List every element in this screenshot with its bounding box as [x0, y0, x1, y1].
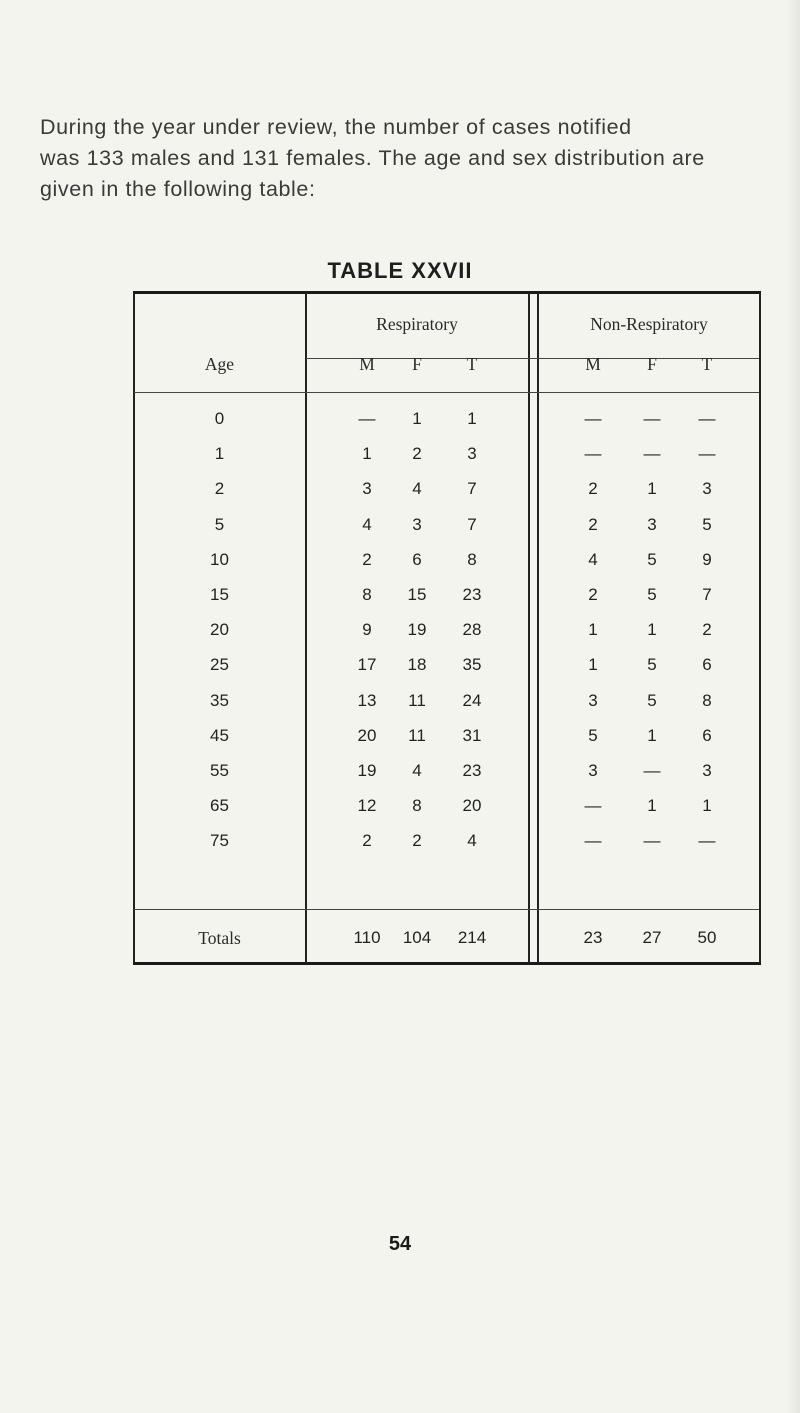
- age-cell: 25: [210, 655, 229, 674]
- age-cell: 20: [210, 620, 229, 639]
- totals-resp-t: 214: [457, 928, 487, 947]
- resp-t-cell: 1: [467, 409, 477, 428]
- age-cell: 0: [214, 409, 225, 428]
- nonresp-m-cell: —: [584, 444, 602, 463]
- totals-nonresp-t: 50: [697, 928, 717, 947]
- resp-m-cell: 2: [362, 550, 372, 569]
- nonresp-f-cell: 5: [647, 585, 657, 604]
- resp-m-cell: 3: [362, 479, 372, 498]
- intro-line-2: was 133 males and 131 females. The age and sex distribution are: [40, 146, 705, 170]
- nonresp-f-cell: —: [643, 444, 661, 463]
- table-top-rule: [133, 291, 761, 294]
- nonresp-f-cell: 3: [647, 515, 657, 534]
- resp-m-cell: 20: [357, 726, 377, 745]
- nonresp-m-cell: —: [584, 409, 602, 428]
- nonresp-t-cell: —: [698, 831, 716, 850]
- respiratory-group-header: Respiratory: [376, 314, 458, 334]
- resp-t-cell: 24: [462, 691, 482, 710]
- resp-t-cell: 3: [467, 444, 477, 463]
- resp-t-cell: 23: [462, 585, 482, 604]
- resp-m-cell: 4: [362, 515, 372, 534]
- resp-f-cell: 15: [407, 585, 427, 604]
- totals-nonresp-f: 27: [642, 928, 662, 947]
- group-divider-right: [537, 293, 539, 963]
- table-bottom-rule: [133, 962, 761, 965]
- resp-m-cell: 8: [362, 585, 372, 604]
- totals-separator: [134, 909, 759, 910]
- resp-f-cell: 8: [412, 796, 422, 815]
- nonresp-m-cell: —: [584, 831, 602, 850]
- resp-f-cell: 3: [412, 515, 422, 534]
- nonresp-t-cell: 3: [702, 761, 712, 780]
- age-cell: 55: [210, 761, 229, 780]
- resp-t-cell: 35: [462, 655, 482, 674]
- nonresp-m-header: M: [585, 354, 601, 374]
- resp-m-cell: 9: [362, 620, 372, 639]
- totals-resp-f: 104: [402, 928, 432, 947]
- totals-resp-m: 110: [353, 928, 381, 947]
- nonresp-f-cell: 5: [647, 655, 657, 674]
- resp-t-cell: 8: [467, 550, 477, 569]
- resp-m-cell: 2: [362, 831, 372, 850]
- nonresp-t-cell: 2: [702, 620, 712, 639]
- resp-f-cell: 2: [412, 444, 422, 463]
- age-cell: 10: [210, 550, 229, 569]
- nonresp-m-cell: 2: [588, 479, 598, 498]
- nonresp-f-cell: 1: [647, 620, 657, 639]
- nonresp-f-cell: —: [643, 409, 661, 428]
- nonresp-f-cell: 1: [647, 796, 657, 815]
- nonresp-f-cell: 1: [647, 726, 657, 745]
- resp-f-cell: 1: [412, 409, 422, 428]
- nonresp-f-cell: 5: [647, 691, 657, 710]
- table-right-border: [759, 293, 761, 963]
- resp-f-cell: 2: [412, 831, 422, 850]
- intro-line-1: During the year under review, the number of cases notified: [40, 115, 632, 139]
- nonresp-m-cell: 2: [588, 515, 598, 534]
- age-cell: 15: [210, 585, 229, 604]
- resp-m-cell: 17: [357, 655, 377, 674]
- age-cell: 1: [214, 444, 225, 463]
- resp-t-cell: 7: [467, 515, 477, 534]
- nonresp-m-cell: 1: [588, 620, 598, 639]
- resp-f-cell: 4: [412, 479, 422, 498]
- nonresp-f-header: F: [647, 354, 657, 374]
- nonresp-m-cell: 3: [588, 761, 598, 780]
- nonresp-t-cell: 6: [702, 655, 712, 674]
- resp-m-cell: 12: [357, 796, 377, 815]
- intro-paragraph: [40, 112, 792, 205]
- page-number: 54: [388, 1233, 412, 1255]
- resp-t-cell: 7: [467, 479, 477, 498]
- resp-t-cell: 28: [462, 620, 482, 639]
- resp-m-header: M: [359, 354, 375, 374]
- resp-t-header: T: [466, 354, 478, 374]
- page-edge-shadow: [786, 0, 800, 1413]
- resp-f-cell: 6: [412, 550, 422, 569]
- nonresp-m-cell: 5: [588, 726, 598, 745]
- age-cell: 35: [210, 691, 229, 710]
- age-cell: 75: [210, 831, 229, 850]
- totals-label: Totals: [198, 928, 241, 948]
- resp-m-cell: 1: [362, 444, 372, 463]
- table-title: TABLE XXVII: [327, 258, 473, 283]
- nonresp-m-cell: 1: [588, 655, 598, 674]
- age-cell: 5: [214, 515, 225, 534]
- nonresp-m-cell: —: [584, 796, 602, 815]
- nonresp-t-cell: 5: [702, 515, 712, 534]
- resp-t-cell: 4: [467, 831, 477, 850]
- age-column-divider: [305, 293, 307, 963]
- nonresp-t-header: T: [701, 354, 713, 374]
- nonresp-m-cell: 3: [588, 691, 598, 710]
- resp-m-cell: 13: [357, 691, 377, 710]
- nonresp-f-cell: —: [643, 831, 661, 850]
- age-cell: 65: [210, 796, 229, 815]
- resp-f-cell: 4: [412, 761, 422, 780]
- nonresp-t-cell: 7: [702, 585, 712, 604]
- nonresp-t-cell: 6: [702, 726, 712, 745]
- nonresp-f-cell: 5: [647, 550, 657, 569]
- resp-m-cell: 19: [357, 761, 377, 780]
- nonresp-m-cell: 4: [588, 550, 598, 569]
- resp-f-cell: 19: [407, 620, 427, 639]
- age-header: Age: [204, 354, 235, 374]
- resp-f-cell: 11: [408, 691, 426, 710]
- nonresp-m-cell: 2: [588, 585, 598, 604]
- nonresp-f-cell: —: [643, 761, 661, 780]
- age-cell: 2: [214, 479, 225, 498]
- resp-m-cell: —: [358, 409, 376, 428]
- nonresp-f-cell: 1: [647, 479, 657, 498]
- group-divider-left: [528, 293, 530, 963]
- resp-t-cell: 23: [462, 761, 482, 780]
- non-respiratory-group-header: Non-Respiratory: [590, 314, 708, 334]
- nonresp-t-cell: —: [698, 444, 716, 463]
- subheader-underline: [134, 392, 759, 393]
- resp-t-cell: 20: [462, 796, 482, 815]
- nonresp-t-cell: 3: [702, 479, 712, 498]
- age-cell: 45: [210, 726, 229, 745]
- totals-nonresp-m: 23: [583, 928, 603, 947]
- resp-f-header: F: [412, 354, 422, 374]
- resp-f-cell: 11: [408, 726, 426, 745]
- resp-f-cell: 18: [407, 655, 427, 674]
- intro-line-3: given in the following table:: [40, 177, 316, 201]
- nonresp-t-cell: 9: [702, 550, 712, 569]
- nonresp-t-cell: —: [698, 409, 716, 428]
- resp-t-cell: 31: [462, 726, 482, 745]
- nonresp-t-cell: 8: [702, 691, 712, 710]
- nonresp-t-cell: 1: [702, 796, 712, 815]
